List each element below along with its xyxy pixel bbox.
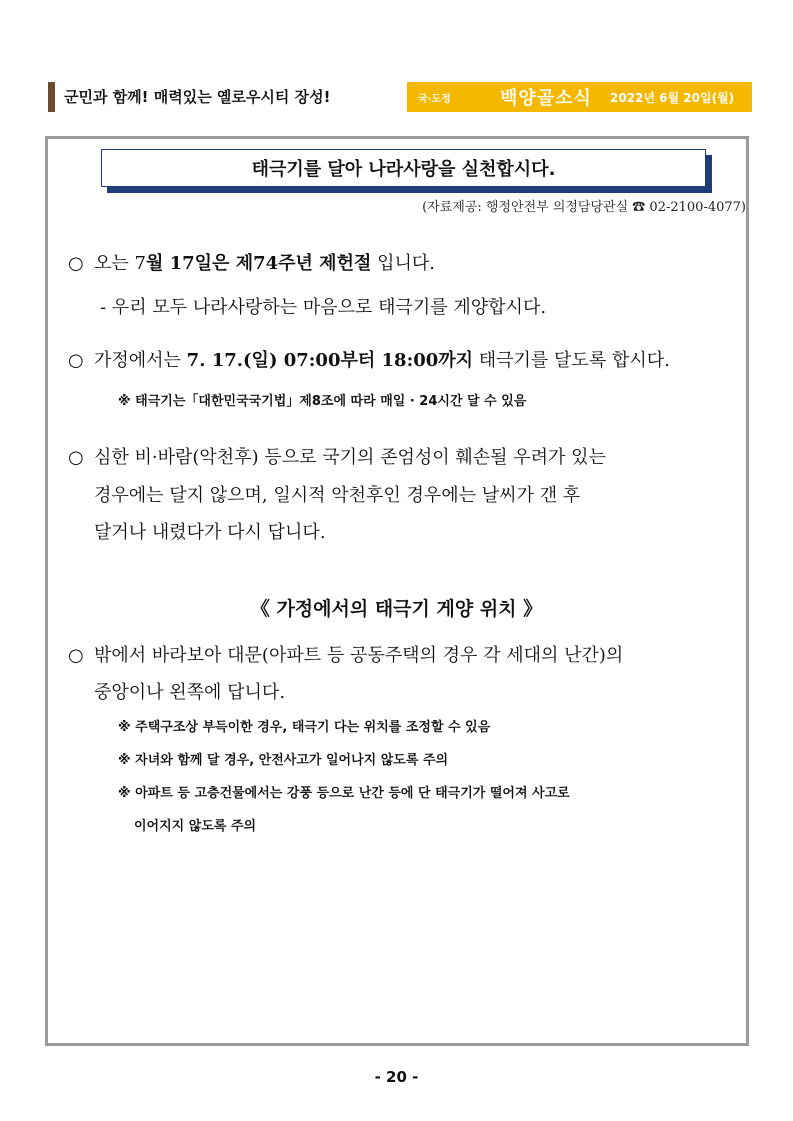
source-credit: (자료제공: 행정안전부 의정담당관실 ☎ 02-2100-4077) xyxy=(422,200,746,215)
bullet-circle: ○ xyxy=(68,253,84,274)
header-date: 2022년 6월 20일(월) xyxy=(610,91,735,105)
section4-note-2: ※ 자녀와 함께 달 경우, 안전사고가 일어나지 않도록 주의 xyxy=(118,753,449,768)
section4-line2: 중앙이나 왼쪽에 답니다. xyxy=(94,682,286,703)
article-title: 태극기를 달아 나라사랑을 실천합시다. xyxy=(251,159,556,180)
section2-pre: 가정에서는 xyxy=(94,350,187,371)
header-category: 국·도정 xyxy=(418,94,451,105)
subheading: 《 가정에서의 태극기 게양 위치 》 xyxy=(250,598,543,620)
section3-line2: 경우에는 달지 않으며, 일시적 악천후인 경우에는 날씨가 갠 후 xyxy=(94,485,581,506)
header-accent-bar xyxy=(48,82,55,112)
section2-note: ※ 태극기는「대한민국국기법」제8조에 따라 매일 · 24시간 달 수 있음 xyxy=(118,394,527,409)
section3-text1: 심한 비·바람(악천후) 등으로 국기의 존엄성이 훼손될 우려가 있는 xyxy=(94,447,606,468)
section2-line xyxy=(68,346,670,372)
bullet-circle: ○ xyxy=(68,645,84,666)
section1-line xyxy=(68,249,435,275)
section4-line1 xyxy=(68,641,623,667)
header-slogan: 군민과 함께! 매력있는 옐로우시티 장성! xyxy=(64,88,331,106)
section1-bold: 월 17일은 제74주년 제헌절 xyxy=(145,253,372,274)
section2-bold: 7. 17.(일) 07:00부터 18:00까지 xyxy=(186,350,474,371)
section1-sub: - 우리 모두 나라사랑하는 마음으로 태극기를 게양합시다. xyxy=(100,297,547,318)
bullet-circle: ○ xyxy=(68,350,84,371)
section3-line3: 달거나 내렸다가 다시 답니다. xyxy=(94,522,326,543)
section1-post: 입니다. xyxy=(371,253,435,274)
section3-line1 xyxy=(68,443,606,469)
bullet-circle: ○ xyxy=(68,447,84,468)
header-publication-name: 백양골소식 xyxy=(500,88,592,109)
page-number: - 20 - xyxy=(374,1068,419,1086)
section1-pre: 오는 7 xyxy=(94,253,146,274)
section4-note-3: ※ 아파트 등 고층건물에서는 강풍 등으로 난간 등에 단 태극기가 떨어져 사고로 xyxy=(118,786,570,801)
section2-post: 태극기를 달도록 합시다. xyxy=(473,350,670,371)
section4-text1: 밖에서 바라보아 대문(아파트 등 공동주택의 경우 각 세대의 난간)의 xyxy=(94,645,624,666)
title-box xyxy=(101,149,706,187)
section4-note-3-cont: 이어지지 않도록 주의 xyxy=(134,819,257,834)
section4-note-1: ※ 주택구조상 부득이한 경우, 태극기 다는 위치를 조정할 수 있음 xyxy=(118,720,491,735)
